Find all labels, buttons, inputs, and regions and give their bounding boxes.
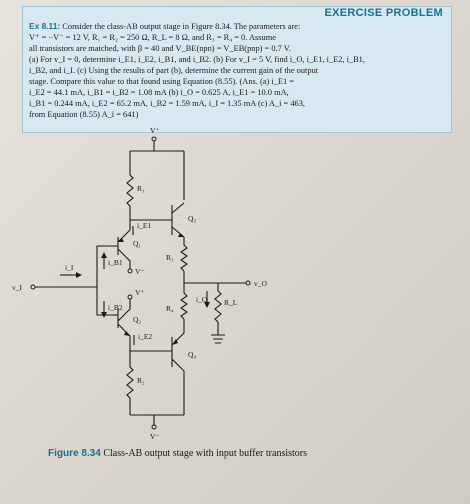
top-rail — [130, 141, 184, 151]
q2-vplus-terminal — [128, 295, 132, 299]
problem-label: Ex 8.11: — [29, 21, 61, 31]
q2-emitter-arrow — [124, 331, 130, 336]
q1-emitter-lead — [118, 220, 130, 242]
problem-line-8: i_B1 = 0.244 mA, i_E2 = 65.2 mA, i_B2 = 1.59 mA, i_I = 1.35 mA (c) A_i = 463, — [29, 99, 306, 108]
q3-base — [130, 205, 172, 235]
r3-resistor — [181, 245, 187, 271]
vo-label: v_O — [254, 279, 267, 288]
problem-line-6: stage. Compare this value to that found using Equation (8.55). (Ans. (a) i_E1 = — [29, 77, 294, 86]
r4-resistor — [181, 293, 187, 319]
vi-terminal — [31, 285, 35, 289]
ib1-arrow-head — [101, 252, 107, 258]
bottom-rail — [130, 415, 184, 425]
figure-number: Figure 8.34 — [48, 448, 101, 459]
problem-line-2: V⁺ = −V⁻ = 12 V, R₁ = R₂ = 250 Ω, R_L = 8 Ω, and R₃ = R₄ = 0. Assume — [29, 33, 276, 42]
problem-line-4: (a) For v_I = 0, determine i_E1, i_E2, i_B1, and i_B2. (b) For v_I = 5 V, find i_O, i_E1, i_E2, i_B1, — [29, 55, 365, 64]
exercise-banner: EXERCISE PROBLEM — [324, 7, 443, 19]
exercise-panel — [22, 6, 452, 133]
q1-vminus-terminal — [128, 269, 132, 273]
vplus-top-label: V⁺ — [150, 126, 160, 135]
problem-line-1 — [29, 21, 445, 32]
ie2-label: i_E2 — [138, 332, 153, 341]
ii-arrow-head — [76, 272, 82, 278]
q1-label: Q₁ — [133, 239, 142, 248]
q3-body — [172, 203, 184, 237]
r3-label: R₃ — [166, 253, 174, 262]
ib2-label: i_B2 — [108, 303, 123, 312]
ii-label: i_I — [65, 263, 74, 272]
class-ab-schematic — [0, 125, 470, 460]
problem-line-3: all transistors are matched, with β = 40 and V_BE(npn) = V_EB(pnp) = 0.7 V. — [29, 44, 291, 53]
r2-label: R₂ — [137, 376, 145, 385]
ib1-label: i_B1 — [108, 258, 123, 267]
q2-vplus-label: V⁺ — [135, 288, 145, 297]
r4-label: R₄ — [166, 304, 174, 313]
vo-terminal — [246, 281, 250, 285]
q4-label: Q₄ — [188, 350, 197, 359]
problem-line-9: from Equation (8.55) A_i = 641) — [29, 110, 139, 119]
problem-line-7: i_E2 = 44.1 mA, i_B1 = i_B2 = 1.08 mA (b) i_O = 0.625 A, i_E1 = 10.0 mA, — [29, 88, 289, 97]
q3-emitter-arrow — [178, 233, 184, 237]
r1-resistor — [127, 175, 133, 206]
q2-label: Q₂ — [133, 315, 142, 324]
vminus-terminal — [152, 425, 156, 429]
r1-label: R₁ — [137, 184, 145, 193]
problem-text — [29, 21, 445, 120]
figure-caption-text: Class-AB output stage with input buffer transistors — [103, 448, 307, 459]
rl-resistor — [215, 291, 221, 322]
vi-label: v_I — [12, 283, 22, 292]
ie1-label: i_E1 — [137, 221, 152, 230]
vplus-terminal — [152, 137, 156, 141]
io-label: i_O — [196, 295, 208, 304]
r2-resistor — [127, 367, 133, 398]
rl-ground — [211, 322, 225, 343]
vminus-bottom-label: V⁻ — [150, 432, 160, 441]
rl-label: R_L — [224, 298, 238, 307]
problem-line-5: i_B2, and i_I. (c) Using the results of part (b), determine the current gain of the output — [29, 66, 319, 75]
q4-body — [172, 333, 184, 371]
q1-vminus-label: V⁻ — [135, 267, 145, 276]
problem-line-1-text: Consider the class-AB output stage in Figure 8.34. The parameters are: — [62, 22, 301, 31]
figure-caption — [48, 448, 448, 459]
q3-label: Q₃ — [188, 214, 197, 223]
